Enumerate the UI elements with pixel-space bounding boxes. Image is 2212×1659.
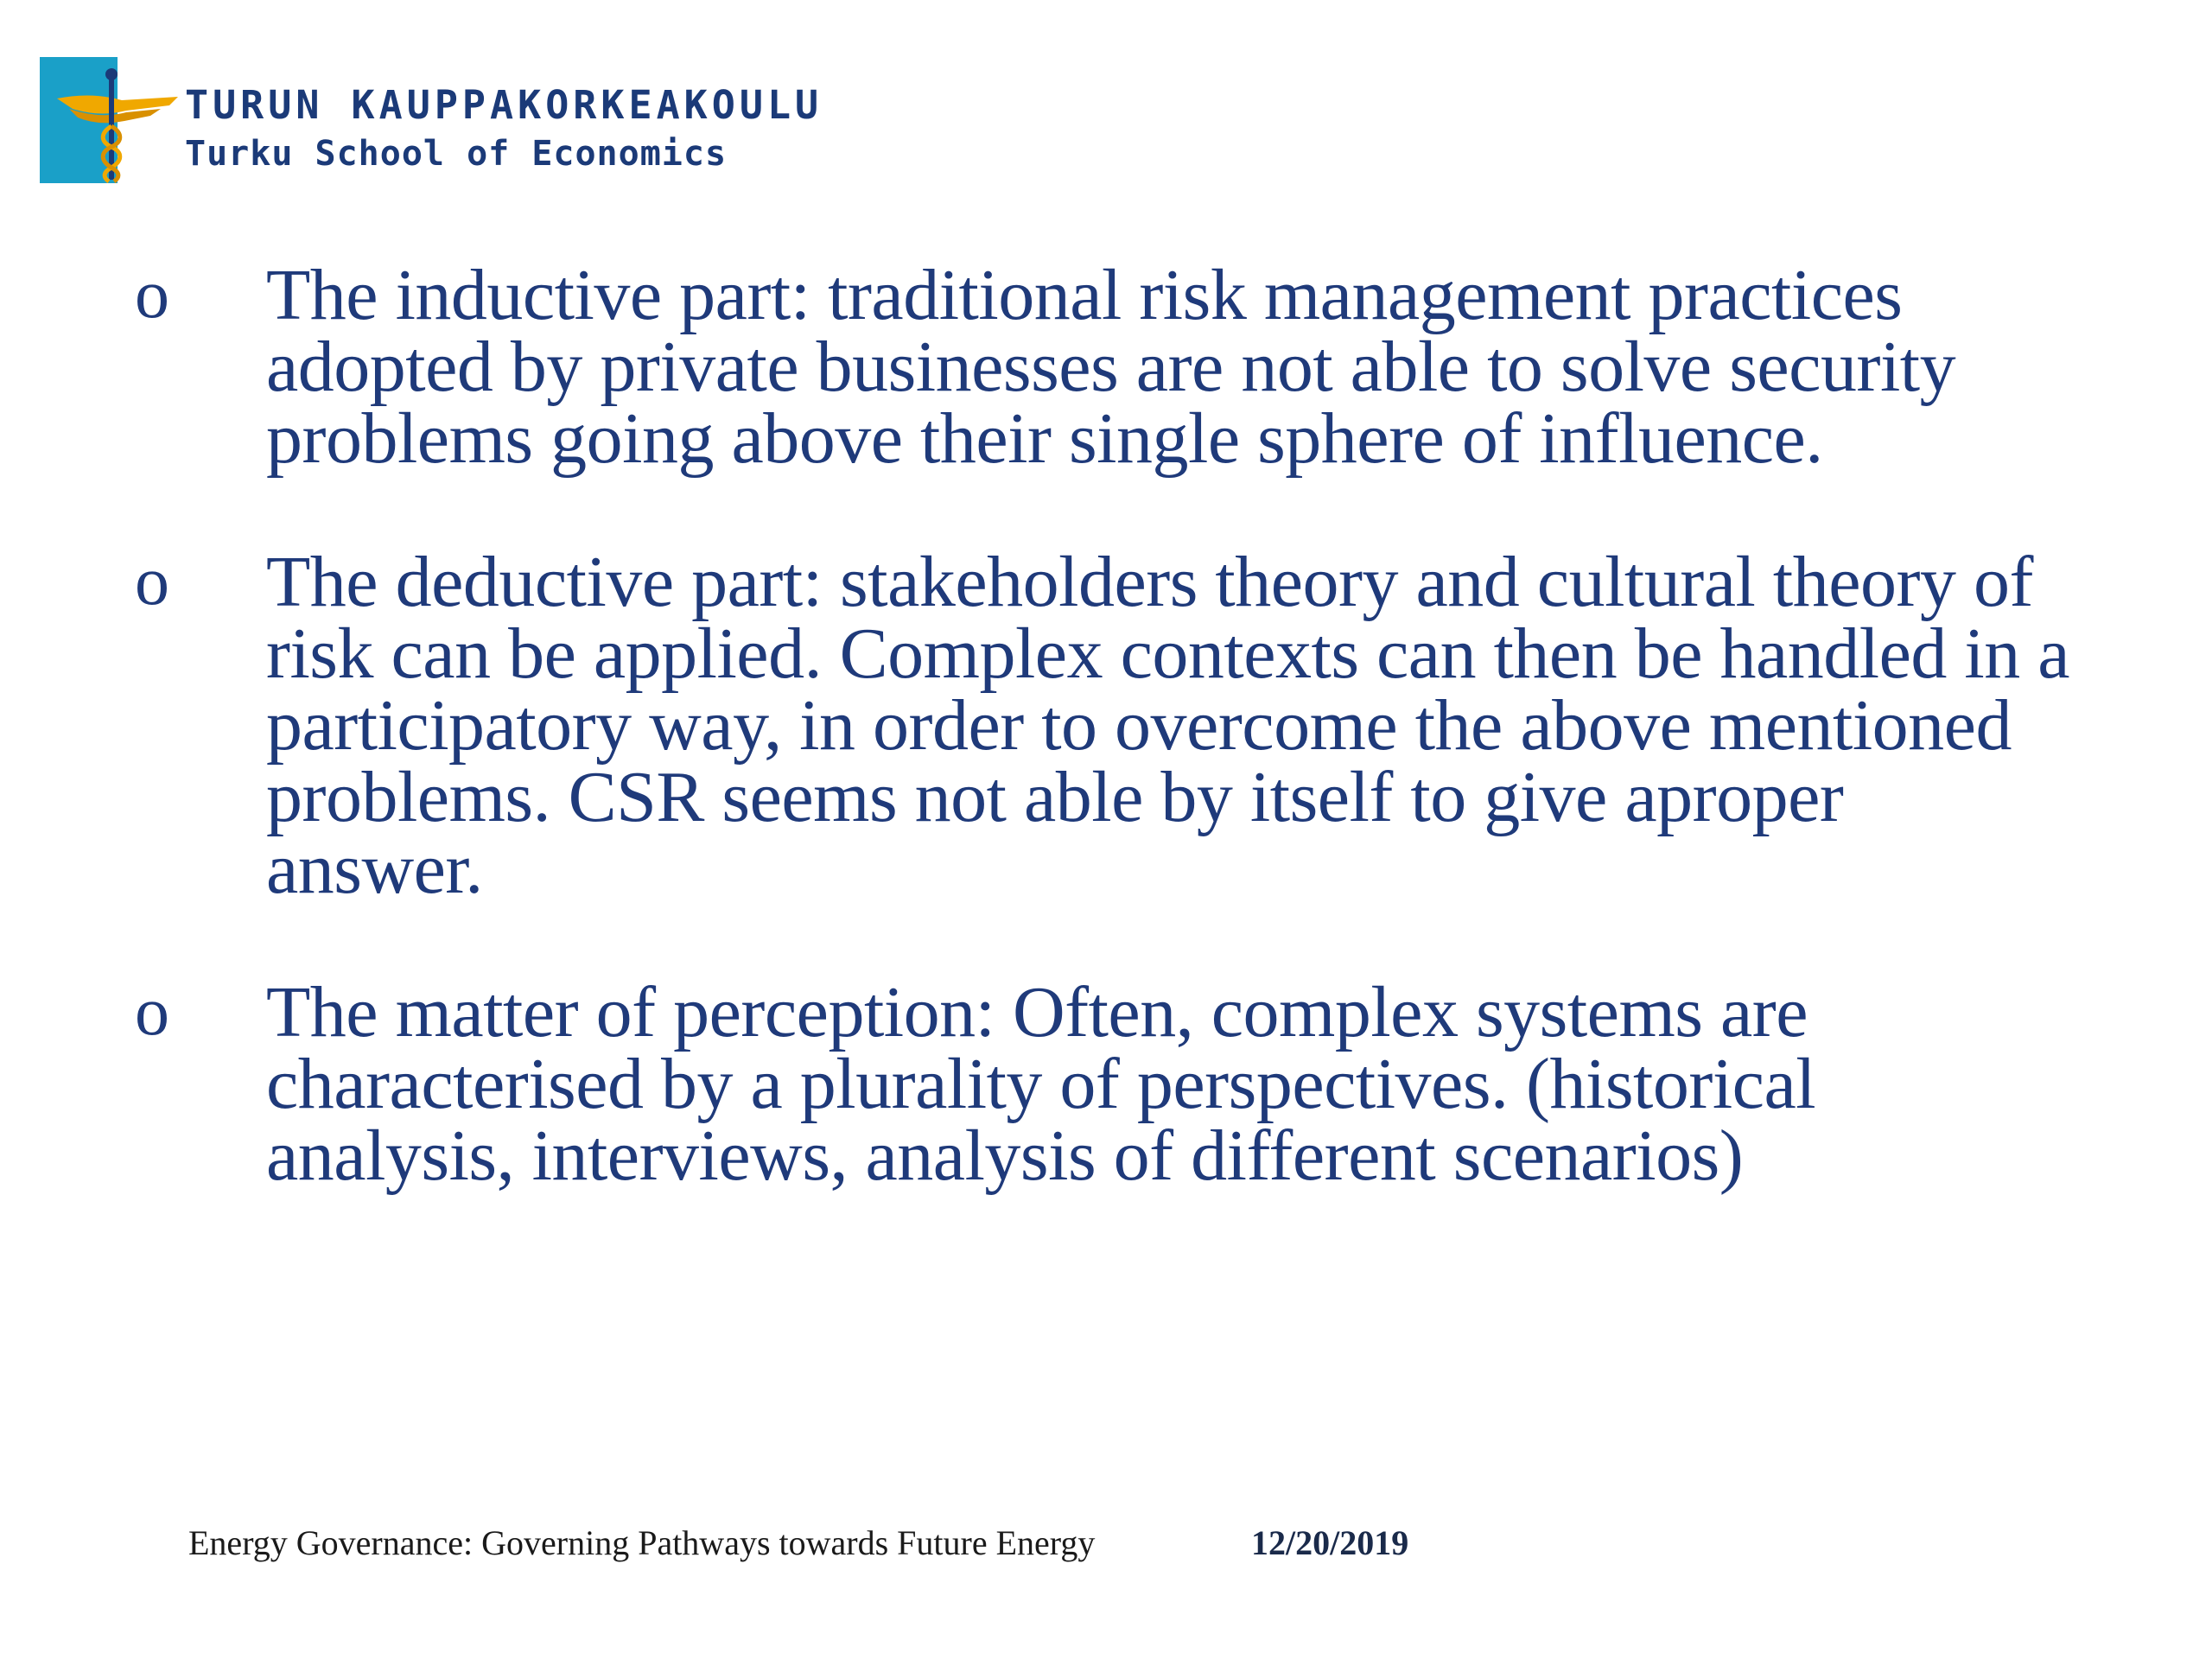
logo-wordmark <box>185 81 823 178</box>
bullet-marker: o <box>135 974 169 1050</box>
footer-date: 12/20/2019 <box>1251 1523 1409 1562</box>
bullet-item-perception <box>130 972 2074 1196</box>
bullet-item-deductive <box>130 542 2074 909</box>
bullet-item-inductive <box>130 255 2074 479</box>
bullet-marker: o <box>135 257 169 333</box>
footer-title: Energy Governance: Governing Pathways towards Future Energy <box>188 1523 1096 1562</box>
logo-name-finnish: TURUN KAUPPAKORKEAKOULU <box>185 82 823 128</box>
logo-name-english: Turku School of Economics <box>185 134 728 174</box>
university-logo <box>40 57 823 187</box>
caduceus-icon <box>40 57 178 183</box>
bullet-list <box>130 255 2074 1196</box>
bullet-text: The inductive part: traditional risk management practices adopted by private businesses are not able to solve security problems going above their single sphere of influence. <box>266 255 1956 479</box>
bullet-marker: o <box>135 543 169 620</box>
bullet-text: The deductive part: stakeholders theory and cultural theory of risk can be applied. Complex contexts can then be handled in a participatory way, in order to overcome the above mentioned problems. CSR seems not able by itself to give aproper answer. <box>266 542 2070 909</box>
bullet-text: The matter of perception: Often, complex systems are characterised by a plurality of perspectives. (historical analysis, interviews, analysis of different scenarios) <box>266 972 1816 1196</box>
